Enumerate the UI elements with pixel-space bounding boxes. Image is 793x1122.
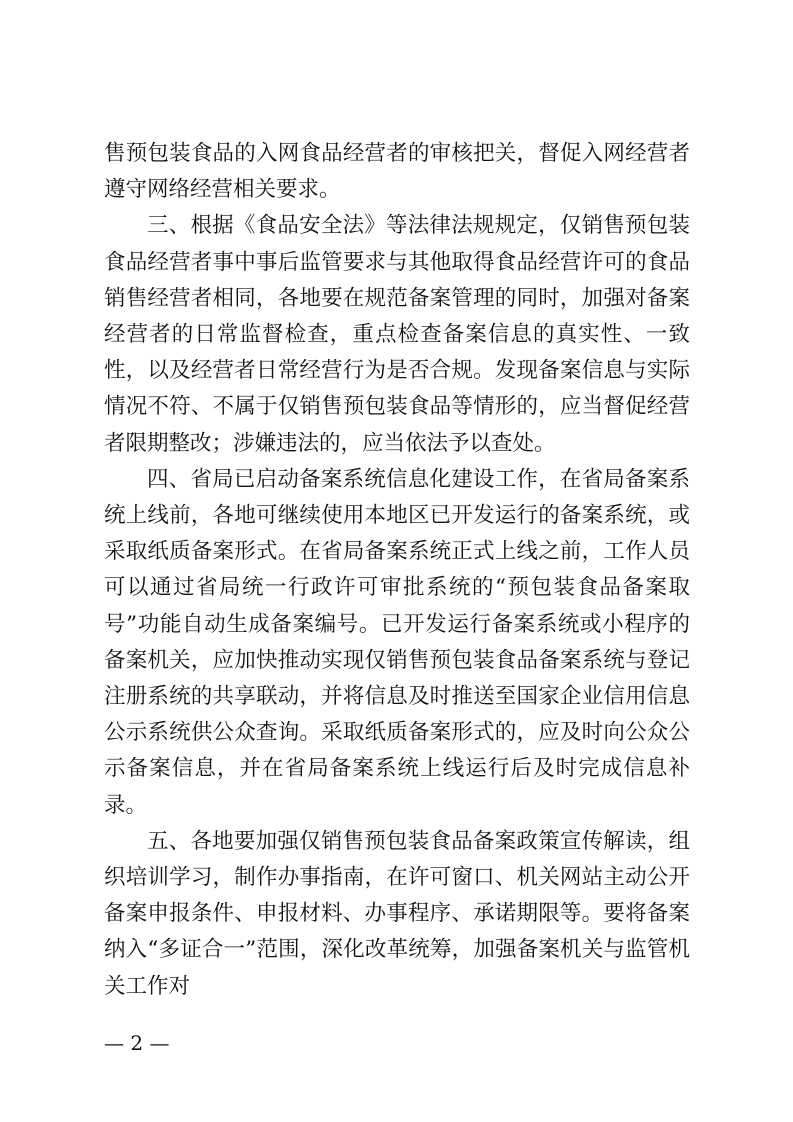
paragraph-section-3: 三、根据《食品安全法》等法律法规规定，仅销售预包装食品经营者事中事后监管要求与其他取得食品经营许可的食品销售经营者相同，各地要在规范备案管理的同时，加强对备案经营者的日常监督检查，重点检查备案信息的真实性、一致性，以及经营者日常经营行为是否合规。发现备案信息与实际情况不符、不属于仅销售预包装食品等情形的，应当督促经营者限期整改；涉嫌违法的，应当依法予以查处。 bbox=[104, 213, 690, 456]
paragraph-section-5: 五、各地要加强仅销售预包装食品备案政策宣传解读，组织培训学习，制作办事指南，在许可窗口、机关网站主动公开备案申报条件、申报材料、办事程序、承诺期限等。要将备案纳入“多证合一”范围，深化改革统筹，加强备案机关与监管机关工作对 bbox=[104, 828, 690, 999]
page-number: — 2 — bbox=[104, 1031, 170, 1055]
paragraph-continuation: 售预包装食品的入网食品经营者的审核把关，督促入网经营者遵守网络经营相关要求。 bbox=[104, 141, 690, 203]
paragraph-section-4: 四、省局已启动备案系统信息化建设工作，在省局备案系统上线前，各地可继续使用本地区已开发运行的备案系统，或采取纸质备案形式。在省局备案系统正式上线之前，工作人员可以通过省局统一行政许可审批系统的“预包装食品备案取号”功能自动生成备案编号。已开发运行备案系统或小程序的备案机关，应加快推动实现仅销售预包装食品备案系统与登记注册系统的共享联动，并将信息及时推送至国家企业信用信息公示系统供公众查询。采取纸质备案形式的，应及时向公众公示备案信息，并在省局备案系统上线运行后及时完成信息补录。 bbox=[104, 466, 690, 818]
document-body bbox=[104, 136, 690, 1005]
